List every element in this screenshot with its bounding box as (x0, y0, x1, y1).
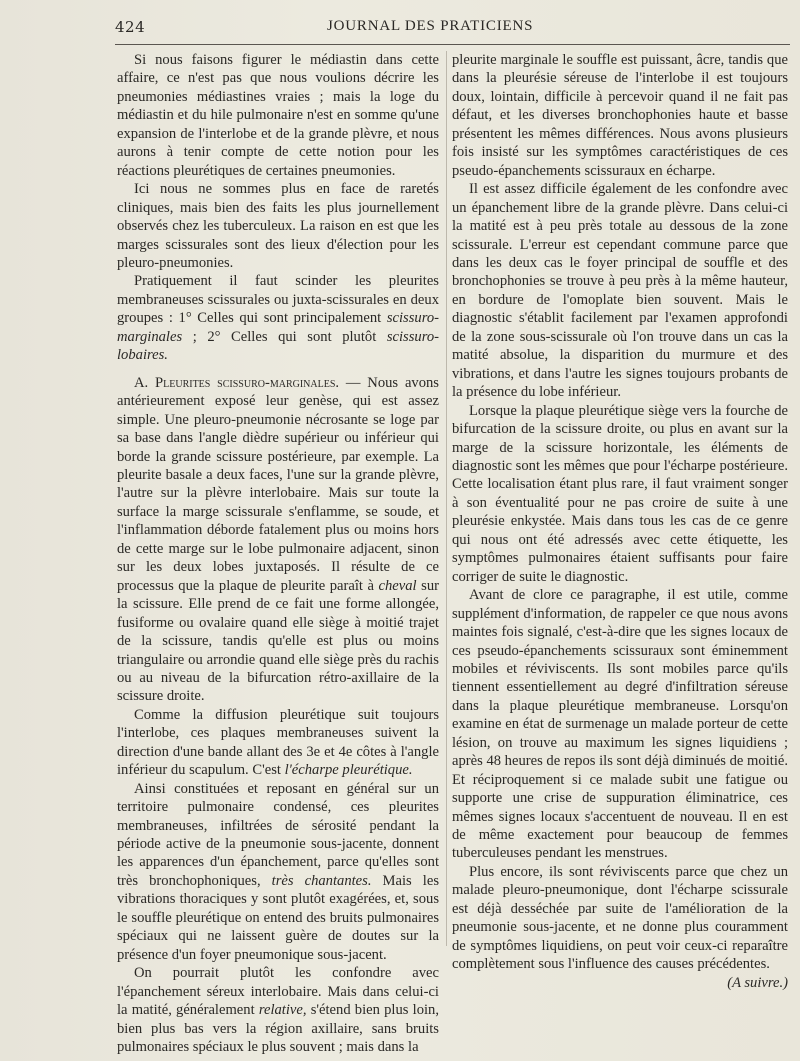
page-number: 424 (115, 18, 146, 36)
paragraph: Avant de clore ce paragraphe, il est utile, comme supplément d'information, de rappeler ce que nous avons maintes fois signalé, c'est-à-dire que les signes locaux de ces pseudo-épanchements scissuraux sont éminemment mobiles et réviviscents. Ils sont mobiles parce qu'ils tiennent essentiellement au degré d'infiltration séreuse dans la plaque pleurétique membraneuse. Lorsqu'on examine en état de surmenage un malade porteur de cette lésion, on trouve au maximum les signes liquidiens ; après 48 heures de repos ils sont déjà diminués de moitié. Et réciproquement si ce malade subit une fatigue ou supporte une crise de suppuration éliminatrice, ces mêmes signes locaux s'accentuent de nouveau. Il en est de même exactement pour beaucoup de femmes tuberculeuses pendant les menstrues. (452, 587, 788, 862)
journal-title: JOURNAL DES PRATICIENS (327, 18, 534, 34)
section-paragraph: A. Pleurites scissuro-marginales. — Nous avons antérieurement exposé leur genèse, qui est assez simple. Une pleuro-pneumonie nécrosante se loge par sa base dans l'angle dièdre supérieur ou inférieur qui borde la grande scissure postérieure, par exemple. La pleurite basale a deux faces, l'une sur la grande plèvre, l'autre sur la plèvre interlobaire. Mais sur toute la surface la marge scissurale s'enflamme, se soude, et l'inflammation déborde fatalement plus ou moins hors de cette marge sur le lobe pulmonaire adjacent, sinon sur les deux lobes juxtaposés. Il résulte de ce processus que la plaque de pleurite paraît à cheval sur la scissure. Elle prend de ce fait une forme allongée, fusiforme ou ovalaire quand elle siège à moitié trajet de la scissure, tandis qu'elle est plus ou moins triangulaire ou arrondie quand elle siège près du rachis ou au niveau de la bifurcation rétro-axillaire de la scissure droite. (117, 374, 439, 705)
paragraph: Ainsi constituées et reposant en général sur un territoire pulmonaire condensé, ces pleurites membraneuses, infiltrées de sérosité pendant la période active de la pneumonie sous-jacente, donnent les apparences d'un épanchement, parce qu'elles sont très bronchophoniques, très chantantes. Mais les vibrations thoraciques y sont plutôt exagérées, et, sous le souffle pleurétique on entend des bruits pulmonaires spéciaux qui ne laissent guère de doutes sur la présence d'un foyer pneumonique sous-jacent. (117, 780, 439, 963)
column-divider (446, 51, 447, 946)
to-be-continued: (A suivre.) (727, 974, 788, 991)
paragraph: Pratiquement il faut scinder les pleurites membraneuses scissurales ou juxta-scissurales en deux groupes : 1° Celles qui sont principalement scissuro-marginales ; 2° Celles qui sont plutôt scissuro-lobaires. (117, 273, 439, 364)
paragraph: pleurite marginale le souffle est puissant, âcre, tandis que dans la pleurésie séreuse de l'interlobe il est toujours doux, lointain, difficile à percevoir quand il ne fait pas défaut, et les diverses bronchophonies haute et basse présentent les mêmes différences. Nous avons plusieurs fois insisté sur les symptômes caractéristiques de ces pseudo-épanchements scissuraux en écharpe. (452, 52, 788, 179)
paragraph: Plus encore, ils sont réviviscents parce que chez un malade pleuro-pneumonique, dont l'écharpe scissurale est déjà desséchée par suite de l'amélioration de la pneumonie sous-jacente, et ne donne plus couramment de symptômes liquidiens, on peut voir ceux-ci reparaître complètement sous l'influence des causes précédentes. (452, 863, 788, 973)
header-rule (115, 44, 790, 45)
running-header (115, 18, 790, 42)
paragraph: Si nous faisons figurer le médiastin dans cette affaire, ce n'est pas que nous voulions décrire les pneumonies médiastines vraies ; mais la loge du médiastin et du hile pulmonaire n'est en somme qu'une expansion de l'interlobe et de la grande plèvre, et nous aurons à tenir compte de cette notion pour les réactions pleurétiques de certaines pneumonies. (117, 52, 439, 179)
section-heading: A. Pleurites scissuro-marginales. (134, 374, 340, 391)
paragraph: Comme la diffusion pleurétique suit toujours l'interlobe, ces plaques membraneuses suivent la direction d'une bande allant des 3e et 4e côtes à l'angle inférieur du scapulum. C'est l'écharpe pleurétique. (117, 706, 439, 779)
paragraph: Lorsque la plaque pleurétique siège vers la fourche de bifurcation de la scissure droite, ou plus en avant sur la marge de la scissure horizontale, les éléments de diagnostic sont les mêmes que pour l'écharpe postérieure. Cette localisation étant plus rare, il faut vraiment songer à son éventualité pour ne pas croire de suite à une pleurésie enkystée. Mais dans tous les cas de ce genre qui nous ont été adressés avec cette étiquette, les symptômes pulmonaires étaient suffisants pour faire corriger de suite le diagnostic. (452, 402, 788, 585)
right-column (452, 51, 788, 992)
left-column (117, 51, 439, 1056)
paragraph: Il est assez difficile également de les confondre avec un épanchement libre de la grande plèvre. Dans celui-ci la matité est à peu près totale au dessous de la zone scissurale. L'erreur est cependant commune parce que dans les deux cas le foyer principal de souffle et des bronchophonies se trouve à peu près à la même hauteur, en bordure de l'omoplate bien souvent. Mais le diagnostic s'établit facilement par l'examen approfondi de la zone sous-scissurale où l'on trouve dans un cas la matité absolue, la disparition du murmure et des vibrations, et dans l'autre les signes toujours probants de la présence du lobe inférieur. (452, 181, 788, 401)
paragraph: Ici nous ne sommes plus en face de raretés cliniques, mais bien des faits les plus journellement observés chez les tuberculeux. La raison en est que les marges scissurales sont des lieux d'élection pour les pleuro-pneumonies. (117, 181, 439, 271)
paragraph: On pourrait plutôt les confondre avec l'épanchement séreux interlobaire. Mais dans celui-ci la matité, généralement relative, s'étend bien plus loin, bien plus bas vers la région axillaire, sans bruits pulmonaires spéciaux le plus souvent ; mais dans la (117, 965, 439, 1056)
